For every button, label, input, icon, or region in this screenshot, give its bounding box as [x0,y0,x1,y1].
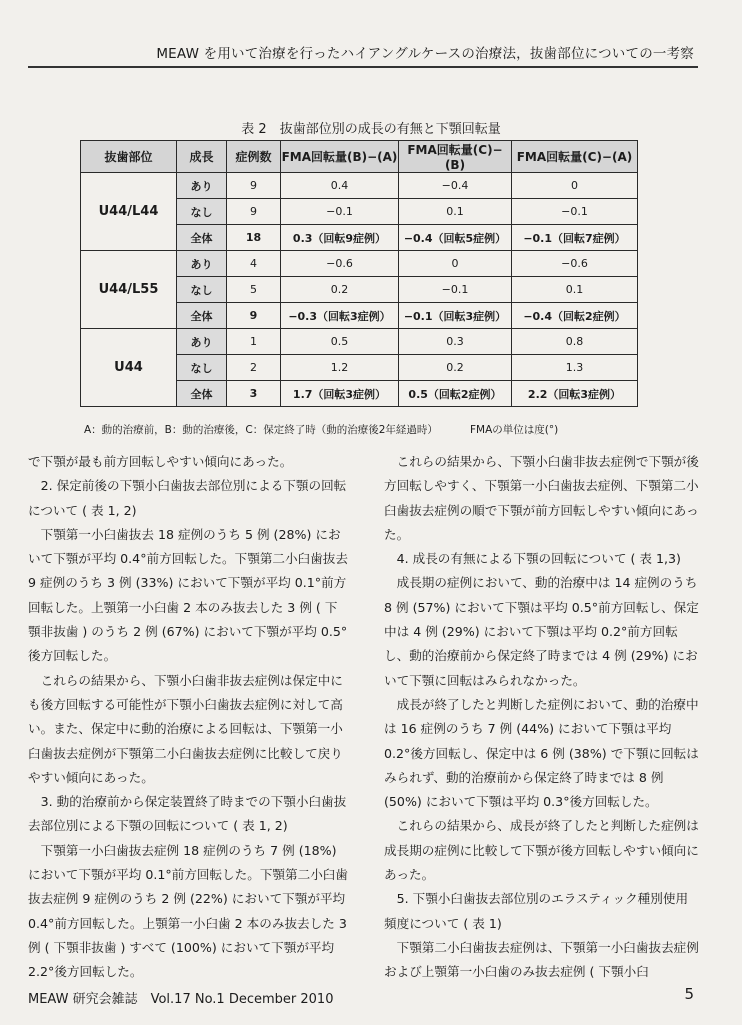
fma-ba-cell: 0.5 [281,329,399,355]
growth-cell: 全体 [177,225,227,251]
growth-cell: なし [177,199,227,225]
section-heading: 4. 成長の有無による下顎の回転について ( 表 1,3) [396,551,681,567]
fma-ba-cell: −0.6 [281,251,399,277]
fma-cb-cell: 0.1 [399,199,512,225]
paragraph: で下顎が最も前方回転しやすい傾向にあった。 [28,454,293,469]
paragraph: 下顎第一小臼歯抜去症例 18 症例のうち 7 例 (18%) において下顎が平均 0.1°前方回転した。下顎第二小臼歯抜去症例 9 症例のうち 2 例 (22%) において下顎が平均 0.4°前方回転した。上顎第一小臼歯 2 本のみ抜去した 3 例 ( 下顎非抜歯 ) すべて (100%) において下顎が平均 2.2°後方回転した。 [28,842,348,980]
cases-cell: 5 [227,277,281,303]
paragraph: 成長期の症例において、動的治療中は 14 症例のうち 8 例 (57%) において下顎は平均 0.5°前方回転し、保定中は 4 例 (29%) において下顎は平均 0.2°前方回転し、動的治療前から保定終了時までは 4 例 (29%) において下顎に回転はみられなかった。 [384,575,699,688]
growth-cell: なし [177,355,227,381]
fma-ba-cell: 1.7（回転3症例） [281,381,399,407]
cases-cell: 1 [227,329,281,355]
fma-ca-cell: −0.1（回転7症例） [512,225,638,251]
right-column [384,450,700,985]
site-cell: U44 [81,329,177,407]
fma-ba-cell: 0.2 [281,277,399,303]
fma-ba-cell: 1.2 [281,355,399,381]
section-heading: 2. 保定前後の下顎小臼歯抜去部位別による下顎の回転について ( 表 1, 2) [28,478,347,518]
running-header: MEAW を用いて治療を行ったハイアングルケースの治療法，抜歯部位についての一考察 [156,46,694,62]
paragraph: 成長が終了したと判断した症例において、動的治療中は 16 症例のうち 7 例 (44%) において下顎は平均 0.2°後方回転し、保定中は 6 例 (38%) で下顎に回転はみられず、動的治療前から保定終了時までは 8 例 (50%) において下顎は平均 0.3°後方回転した。 [384,696,699,810]
table-row [81,251,638,277]
table-note-unit: FMAの単位は度(°) [470,424,559,436]
fma-cb-cell: −0.4 [399,173,512,199]
table-caption: 表 2 抜歯部位別の成長の有無と下顎回転量 [241,122,501,137]
header-site: 抜歯部位 [81,141,177,173]
fma-cb-cell: 0.2 [399,355,512,381]
table-row [81,329,638,355]
fma-cb-cell: −0.1（回転3症例） [399,303,512,329]
cases-cell: 18 [227,225,281,251]
fma-ba-cell: −0.3（回転3症例） [281,303,399,329]
paragraph: これらの結果から、下顎小臼歯非抜去症例で下顎が後方回転しやすく、下顎第一小臼歯抜去症例、下顎第二小臼歯抜去症例の順で下顎が前方回転しやすい傾向にあった。 [384,454,699,542]
table-note-timepoints: A：動的治療前，B：動的治療後，C：保定終了時（動的治療後2年経過時） [84,424,438,436]
table-header-row [81,141,638,173]
paragraph: これらの結果から、下顎小臼歯非抜去症例は保定中にも後方回転する可能性が下顎小臼歯抜去症例に対して高い。また、保定中に動的治療による回転は、下顎第一小臼歯抜去症例が下顎第二小臼歯抜去症例に比較して戻りやすい傾向にあった。 [28,672,343,785]
paragraph: 下顎第一小臼歯抜去 18 症例のうち 5 例 (28%) において下顎が平均 0.4°前方回転した。下顎第二小臼歯抜去 9 症例のうち 3 例 (33%) において下顎が平均 0.1°前方回転した。上顎第一小臼歯 2 本のみ抜去した 3 例 ( 下顎非抜歯 ) のうち 2 例 (67%) において下顎が平均 0.5°後方回転した。 [28,526,348,664]
journal-footer: MEAW 研究会雑誌 Vol.17 No.1 December 2010 [28,992,334,1007]
fma-cb-cell: −0.4（回転5症例） [399,225,512,251]
page-number: 5 [684,985,694,1003]
cases-cell: 9 [227,173,281,199]
section-heading: 3. 動的治療前から保定装置終了時までの下顎小臼歯抜去部位別による下顎の回転について ( 表 1, 2) [28,794,347,834]
header-fma-ba: FMA回転量(B)−(A) [281,141,399,173]
growth-cell: あり [177,173,227,199]
cases-cell: 9 [227,199,281,225]
header-rule [28,66,698,68]
cases-cell: 9 [227,303,281,329]
fma-ba-cell: 0.3（回転9症例） [281,225,399,251]
fma-ca-cell: 0.8 [512,329,638,355]
fma-ca-cell: 0.1 [512,277,638,303]
header-fma-cb: FMA回転量(C)−(B) [399,141,512,173]
site-cell: U44/L55 [81,251,177,329]
fma-cb-cell: 0.5（回転2症例） [399,381,512,407]
fma-ba-cell: 0.4 [281,173,399,199]
paragraph: 下顎第二小臼歯抜去症例は、下顎第一小臼歯抜去症例および上顎第一小臼歯のみ抜去症例 ( 下顎小臼 [384,939,699,980]
fma-ca-cell: −0.1 [512,199,638,225]
fma-ba-cell: −0.1 [281,199,399,225]
left-column [28,450,348,985]
fma-ca-cell: 0 [512,173,638,199]
cases-cell: 4 [227,251,281,277]
growth-cell: あり [177,251,227,277]
cases-cell: 3 [227,381,281,407]
paragraph: これらの結果から、成長が終了したと判断した症例は成長期の症例に比較して下顎が後方回転しやすい傾向にあった。 [384,818,699,883]
header-fma-ca: FMA回転量(C)−(A) [512,141,638,173]
site-cell: U44/L44 [81,173,177,251]
growth-cell: あり [177,329,227,355]
table-row [81,173,638,199]
growth-cell: 全体 [177,381,227,407]
fma-cb-cell: 0 [399,251,512,277]
fma-ca-cell: −0.6 [512,251,638,277]
fma-cb-cell: 0.3 [399,329,512,355]
cases-cell: 2 [227,355,281,381]
fma-ca-cell: −0.4（回転2症例） [512,303,638,329]
header-growth: 成長 [177,141,227,173]
fma-ca-cell: 1.3 [512,355,638,381]
section-heading: 5. 下顎小臼歯抜去部位別のエラスティック種別使用頻度について ( 表 1) [384,891,689,931]
growth-cell: 全体 [177,303,227,329]
fma-ca-cell: 2.2（回転3症例） [512,381,638,407]
fma-cb-cell: −0.1 [399,277,512,303]
header-cases: 症例数 [227,141,281,173]
data-table [80,140,638,407]
growth-cell: なし [177,277,227,303]
